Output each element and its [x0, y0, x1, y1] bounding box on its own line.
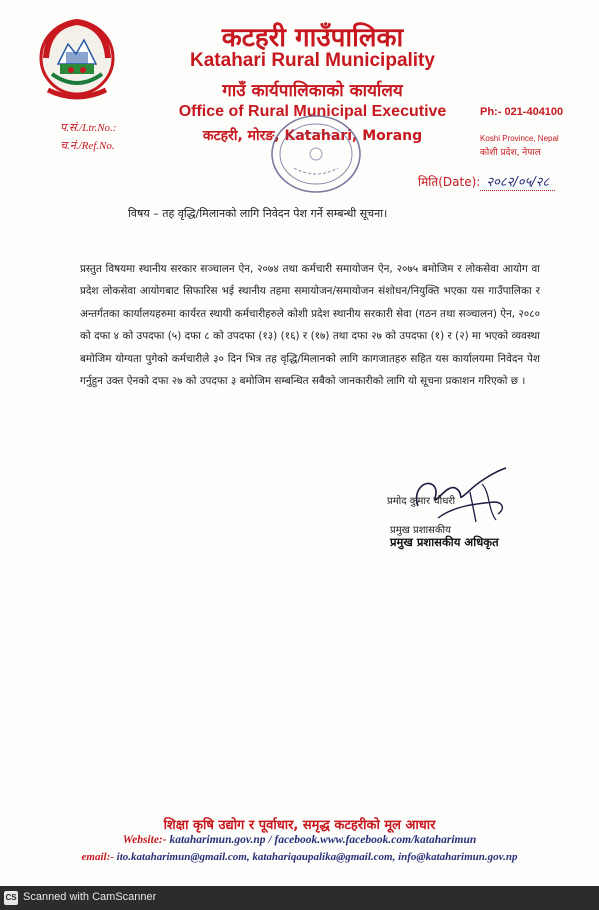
province-nepali: कोशी प्रदेश, नेपाल	[480, 148, 541, 158]
signatory-name: प्रमोद कुमार चौधरी	[387, 496, 456, 507]
province-english: Koshi Province, Nepal	[480, 134, 559, 143]
official-stamp-icon	[268, 112, 364, 196]
notice-subject: विषय – तह वृद्धि/मिलानको लागि निवेदन पेश गर्ने सम्बन्धी सूचना।	[128, 207, 388, 220]
address-line: कटहरी, मोरङ, Katahari, Morang	[202, 128, 423, 144]
address-nepali: कटहरी, मोरङ	[202, 128, 275, 144]
footer-email	[0, 851, 599, 863]
footer-slogan: शिक्षा कृषि उद्योग र पूर्वाधार, समृद्ध कटहरीको मूल आधार	[163, 818, 436, 833]
signatory-title: प्रमुख प्रशासकीय अधिकृत	[390, 535, 499, 549]
footer-website	[0, 834, 599, 846]
municipality-name-nepali: कटहरी गाउँपालिका	[221, 23, 404, 53]
signatory-title-small: प्रमुख प्रशासकीय	[390, 525, 451, 536]
reference-number-label: च.नं./Ref.No.	[60, 140, 115, 152]
letter-number-label: प.सं./Ltr.No.:	[60, 122, 117, 134]
website-value: kataharimun.gov.np / facebook.www.facebook.com/kataharimun	[169, 834, 477, 846]
camscanner-text: Scanned with CamScanner	[23, 891, 157, 903]
camscanner-logo-icon: CS	[4, 891, 18, 905]
address-english: Katahari, Morang	[284, 128, 423, 144]
email-value: ito.kataharimun@gmail.com, katahariqaupalika@gmail.com, info@kataharimun.gov.np	[116, 851, 518, 863]
office-name-english: Office of Rural Municipal Executive	[178, 103, 447, 120]
phone-number: Ph:- 021-404100	[480, 106, 564, 118]
date-label: मिति(Date):	[418, 175, 481, 189]
camscanner-bar	[0, 886, 599, 910]
notice-body: प्रस्तुत विषयमा स्थानीय सरकार सञ्चालन ऐन, २०७४ तथा कर्मचारी समायोजन ऐन, २०७५ बमोजिम र लोकसेवा आयोग वा प्रदेश लोकसेवा आयोगबाट सिफारिस भई स्थानीय तहमा समायोजन/समायोजन संशोधन/नियुक्ति भएका यस गाउँपालिका र अन्तर्गतका कार्यालयहरुमा कार्यरत स्थायी कर्मचारीहरुले कोशी प्रदेश स्थानीय सरकारी सेवा (गठन तथा सञ्चालन) ऐन, २०८० को दफा ४ को उपदफा (५) दफा ८ को उपदफा (१३) (१६) र (१७) तथा दफा २७ को उपदफा (१) र (२) मा भएको व्यवस्था बमोजिम योग्यता पुगेको कर्मचारीले ३० दिन भित्र तह वृद्धि/मिलानको लागि कागजातहरु सहित यस कार्यालयमा निवेदन पेश गर्नुहुन उक्त ऐनको दफा २७ को उपदफा ३ बमोजिम सम्बन्धित सबैको जानकारीको लागि यो सूचना प्रकाशन गरिएको छ ।	[80, 263, 540, 388]
date-value: २०८२/०५/२८	[480, 175, 555, 191]
date-row	[418, 172, 555, 190]
municipality-name-english: Katahari Rural Municipality	[190, 50, 435, 71]
website-label: Website:-	[122, 834, 167, 846]
office-name-nepali: गाउँ कार्यपालिकाको कार्यालय	[222, 81, 403, 101]
email-label: email:-	[81, 851, 114, 863]
nepal-emblem-icon	[38, 14, 116, 104]
